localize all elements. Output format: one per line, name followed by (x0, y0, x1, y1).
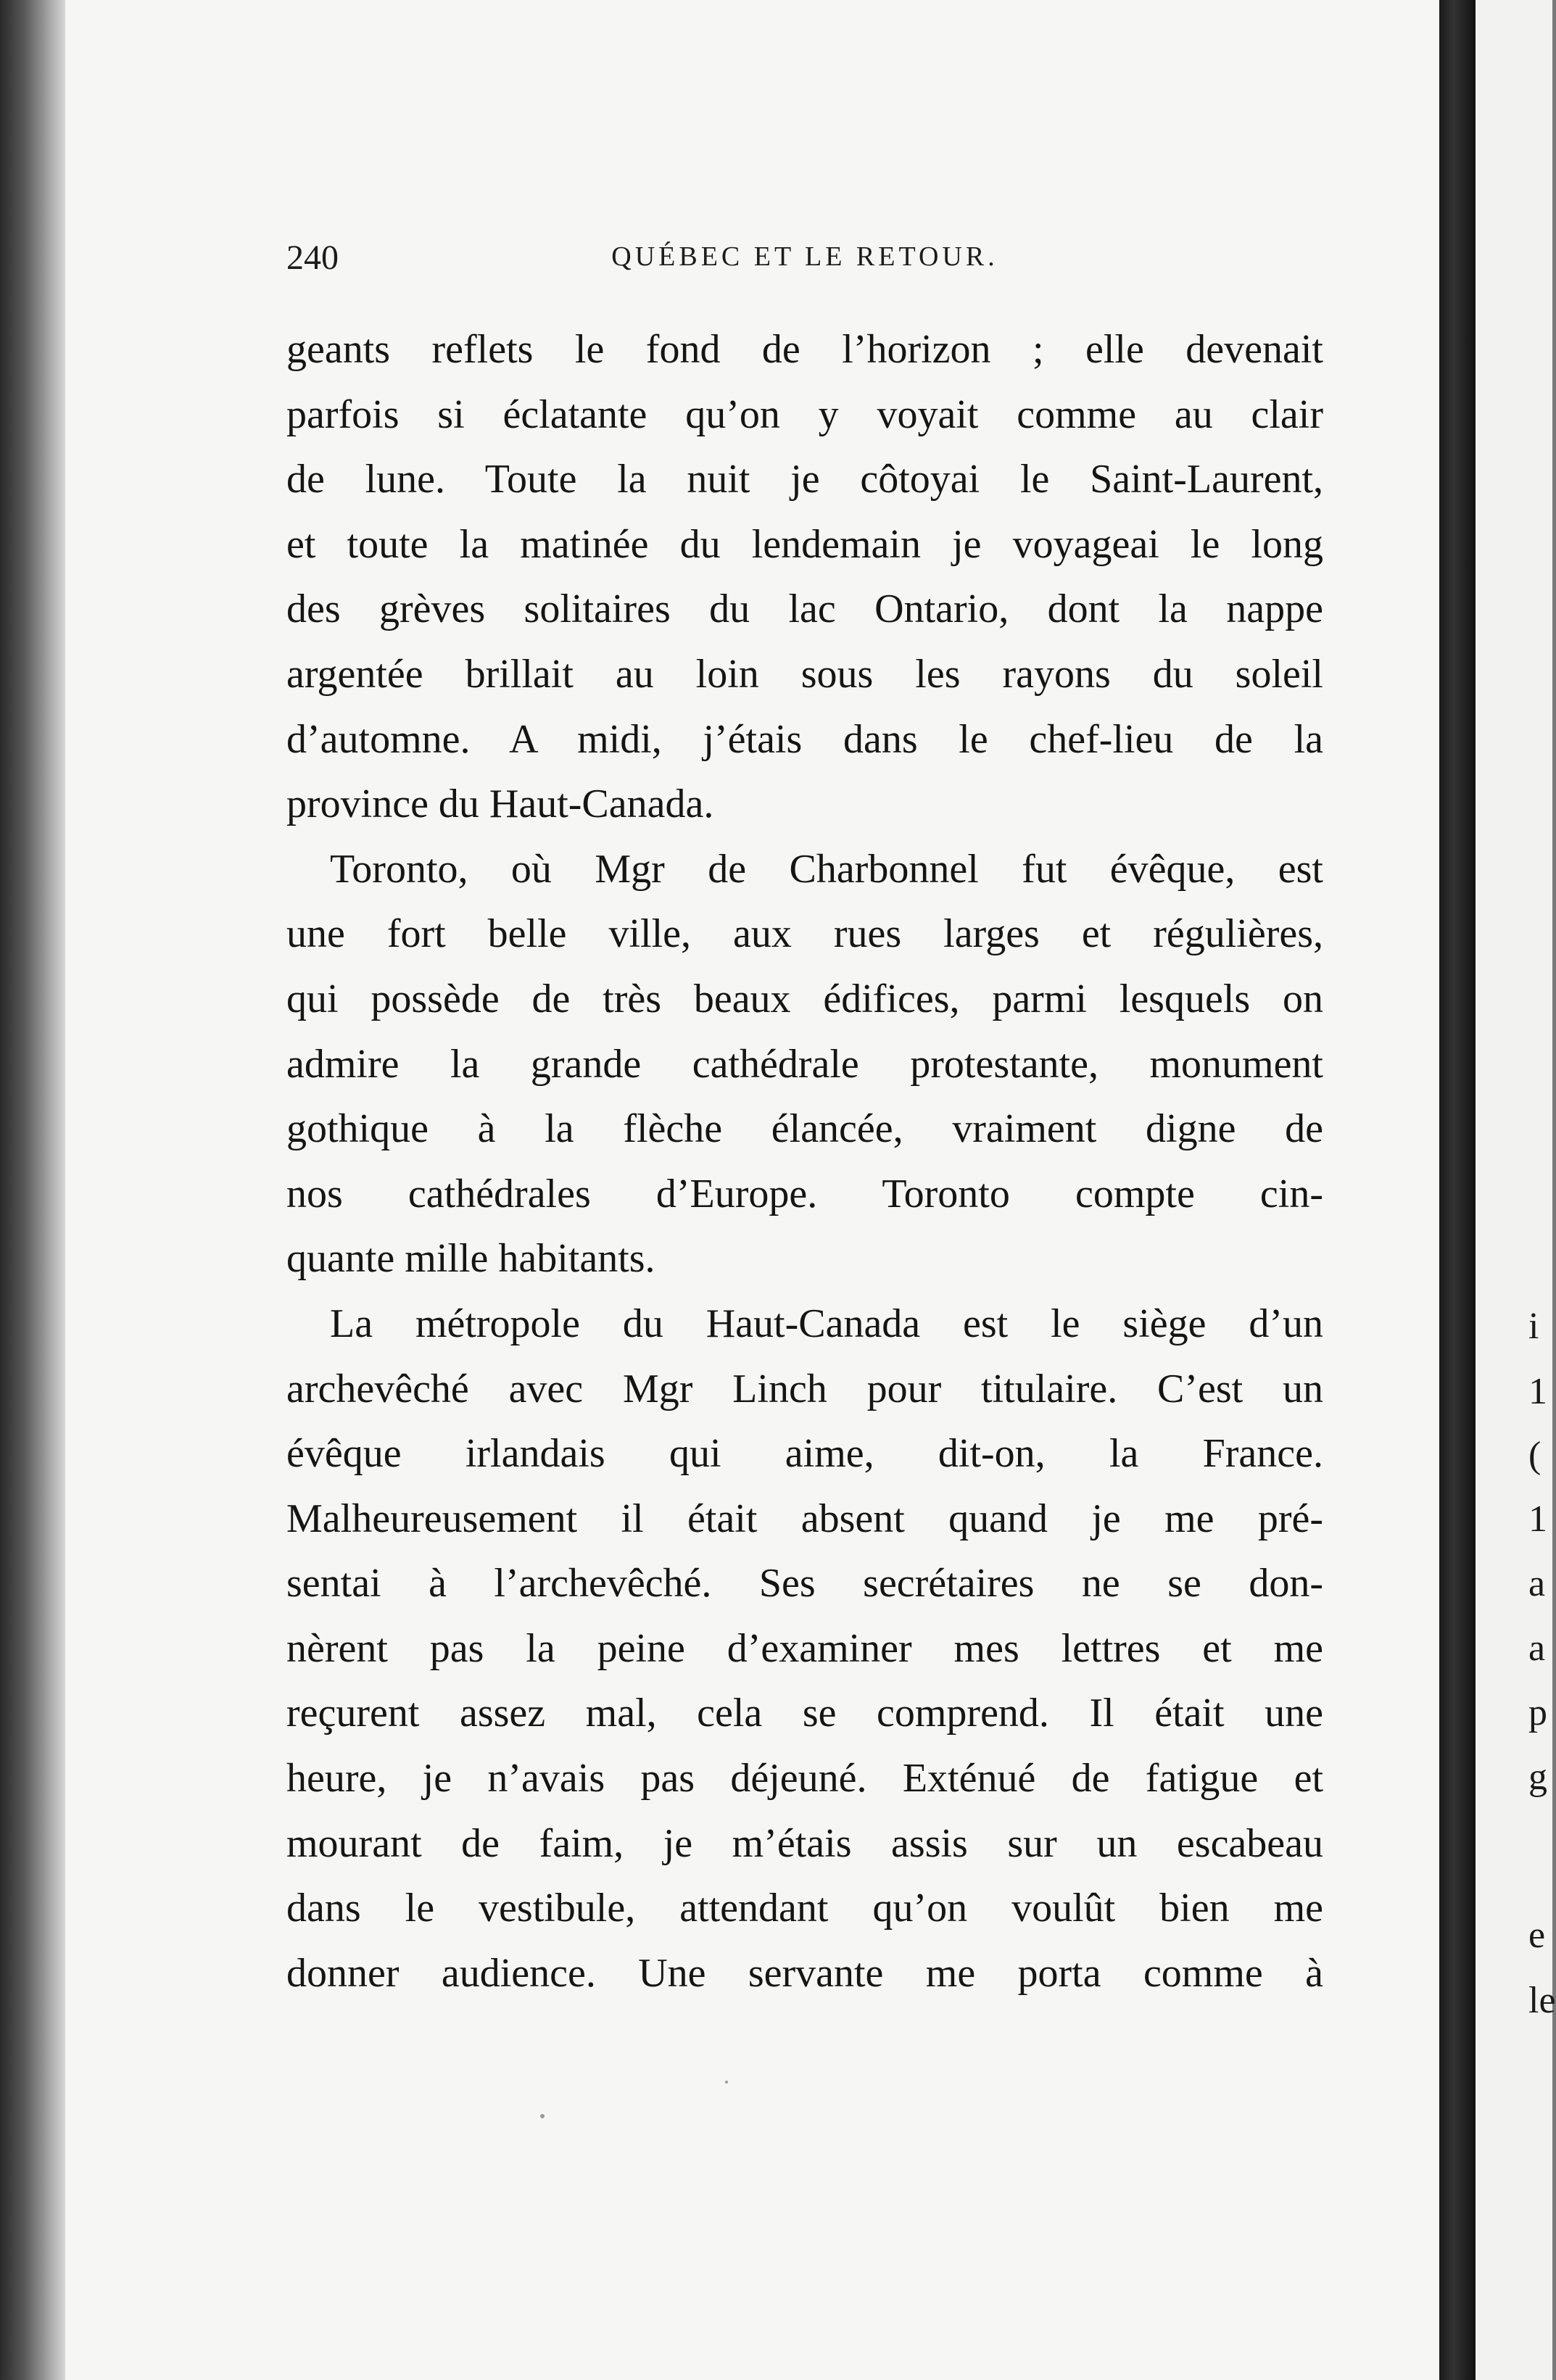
text-line: nos cathédrales d’Europe. Toronto compte cin- (286, 1171, 1323, 1216)
margin-letter: le (1528, 1980, 1556, 2021)
margin-letter: 1 (1528, 1371, 1547, 1412)
margin-letter: g (1528, 1757, 1547, 1798)
facing-page-margin-text (1523, 0, 1556, 2380)
running-head (286, 238, 1323, 281)
text-line: admire la grande cathédrale protestante, monument (286, 1041, 1323, 1087)
text-line: archevêché avec Mgr Linch pour titulaire. C’est un (286, 1366, 1323, 1411)
margin-letter: p (1528, 1692, 1547, 1733)
text-line: gothique à la flèche élancée, vraiment digne de (286, 1106, 1323, 1152)
margin-letter: a (1528, 1628, 1546, 1669)
text-line: parfois si éclatante qu’on y voyait comme au clair (286, 391, 1323, 437)
running-title: QUÉBEC ET LE RETOUR. (611, 241, 998, 272)
text-line: qui possède de très beaux édifices, parmi lesquels on (286, 976, 1323, 1021)
margin-letter: e (1528, 1915, 1546, 1956)
paper-speck (540, 2114, 545, 2118)
body-text (286, 318, 1323, 2006)
text-line: de lune. Toute la nuit je côtoyai le Saint-Laurent, (286, 457, 1323, 502)
text-line: une fort belle ville, aux rues larges et régulières, (286, 911, 1323, 957)
text-line: argentée brillait au loin sous les rayons du soleil (286, 651, 1323, 697)
margin-letter: 1 (1528, 1498, 1547, 1540)
text-line: Toronto, où Mgr de Charbonnel fut évêque, est (330, 846, 1323, 892)
page-number: 240 (286, 239, 339, 277)
text-line: et toute la matinée du lendemain je voyageai le long (286, 521, 1323, 567)
text-line: heure, je n’avais pas déjeuné. Exténué de fatigue et (286, 1756, 1323, 1801)
text-line: nèrent pas la peine d’examiner mes lettres et me (286, 1625, 1323, 1671)
margin-letter: a (1528, 1563, 1546, 1604)
text-line: mourant de faim, je m’étais assis sur un escabeau (286, 1820, 1323, 1866)
text-line: Malheureusement il était absent quand je me pré- (286, 1496, 1323, 1541)
text-line: province du Haut-Canada. (286, 781, 714, 827)
text-line: d’automne. A midi, j’étais dans le chef-lieu de la (286, 716, 1323, 762)
text-line: quante mille habitants. (286, 1236, 655, 1282)
text-line: sentai à l’archevêché. Ses secrétaires ne se don- (286, 1561, 1323, 1606)
paper-speck (725, 2081, 728, 2083)
text-line: dans le vestibule, attendant qu’on voulût bien me (286, 1886, 1323, 1931)
book-binding-edge (0, 0, 65, 2380)
text-line: geants reflets le fond de l’horizon ; elle devenait (286, 327, 1323, 372)
text-line: donner audience. Une servante me porta comme à (286, 1950, 1323, 1996)
book-gutter (1439, 0, 1476, 2380)
margin-letter: ( (1528, 1435, 1541, 1476)
text-line: évêque irlandais qui aime, dit-on, la France. (286, 1431, 1323, 1477)
text-line: La métropole du Haut-Canada est le siège d’un (330, 1301, 1323, 1346)
text-line: reçurent assez mal, cela se comprend. Il était une (286, 1691, 1323, 1736)
text-line: des grèves solitaires du lac Ontario, dont la nappe (286, 586, 1323, 632)
margin-letter: i (1528, 1306, 1539, 1347)
